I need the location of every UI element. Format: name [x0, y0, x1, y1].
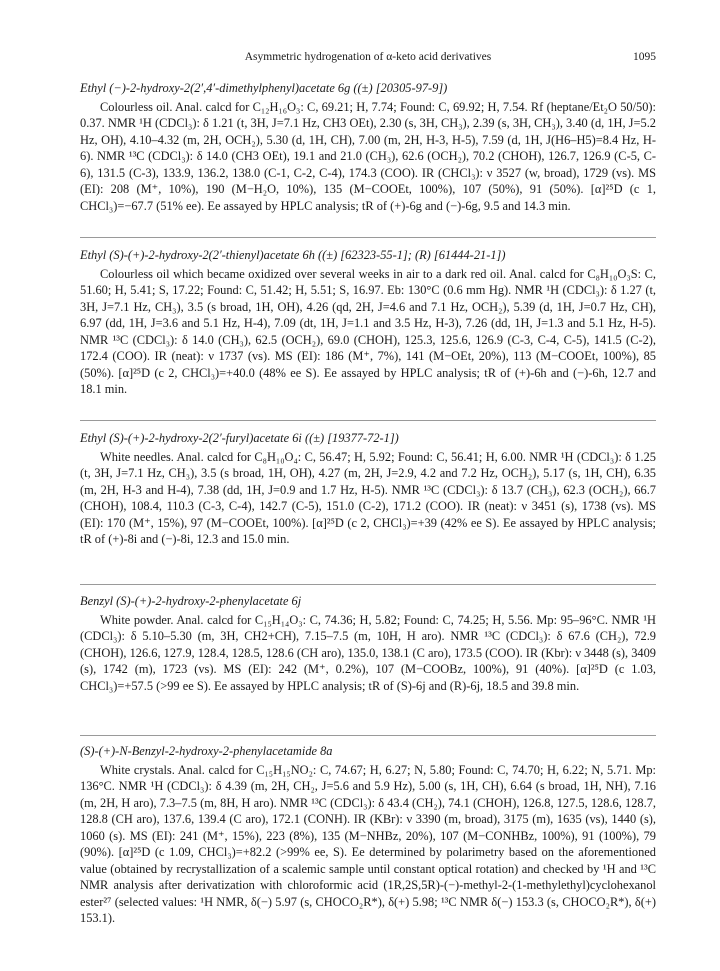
compound-entry-6h	[80, 247, 656, 398]
compound-heading: Ethyl (S)-(+)-2-hydroxy-2(2′-thienyl)acetate 6h ((±) [62323-55-1]; (R) [61444-21-1])	[80, 248, 506, 262]
page-number: 1095	[633, 51, 656, 63]
compound-heading: Ethyl (S)-(+)-2-hydroxy-2(2′-furyl)acetate 6i ((±) [19377-72-1])	[80, 431, 399, 445]
compound-heading: Benzyl (S)-(+)-2-hydroxy-2-phenylacetate 6j	[80, 594, 302, 608]
section-divider	[80, 735, 656, 736]
section-divider	[80, 584, 656, 585]
compound-description: Colourless oil which became oxidized over several weeks in air to a dark red oil. Anal. calcd for C₈H₁₀O₃S: C, 51.60; H, 5.41; S, 17.22; Found: C, 51.42; H, 5.51; S, 16.97. Eb: 130°C (0.6 mm Hg). NMR ¹H (CDCl₃): δ 1.27 (t, 3H, J=7.1 Hz, CH₃), 3.5 (s broad, 1H, OH), 4.26 (qd, 2H, J=4.6 and 7.1 Hz, OCH₂), 5.39 (d, 1H, J=0.7 Hz, CH), 6.97 (dd, 1H, J=3.6 and 5.1 Hz, H-4), 7.09 (dt, 1H, J=1.1 and 3.5 Hz, H-3), 7.26 (dd, 1H, J=1.3 and 5.1 Hz, H-5). NMR ¹³C (CDCl₃): δ 14.0 (CH₃), 62.5 (OCH₂), 69.0 (CHOH), 125.3, 125.6, 126.9 (C-3, C-4, C-5), 141.5 (C-2), 172.4 (COO). IR (neat): ν 1737 (vs). MS (EI): 186 (M⁺, 7%), 141 (M−OEt, 20%), 113 (M−COOEt, 100%), 85 (50%). [α]²⁵D (c 2, CHCl₃)=+40.0 (48% ee S). Ee assayed by HPLC analysis; tR of (+)-6h and (−)-6h, 12.7 and 18.1 min.	[80, 266, 656, 396]
compound-description: White crystals. Anal. calcd for C₁₅H₁₅NO₂: C, 74.67; H, 6.27; N, 5.80; Found: C, 74.70; H, 6.22; N, 5.71. Mp: 136°C. NMR ¹H (CDCl₃): δ 4.39 (m, 2H, CH₂, J=5.6 and 5.9 Hz), 5.00 (s, 1H, CH), 6.64 (s broad, 1H, NH), 7.16 (m, 2H, H aro), 7.3–7.5 (m, 8H, H aro). NMR ¹³C (CDCl₃): δ 43.4 (CH₂), 74.1 (CHOH), 126.8, 127.5, 128.6, 128.7, 128.8 (CH aro), 137.6, 139.4 (C aro), 172.1 (CONH). IR (KBr): ν 3390 (m, broad), 3175 (m), 1635 (vs), 1440 (s), 1060 (s). MS (EI): 241 (M⁺, 15%), 223 (8%), 135 (M−NHBz, 20%), 107 (M−CONHBz, 100%), 91 (100%), 79 (90%). [α]²⁵D (c 1.09, CHCl₃)=+82.2 (>99% ee, S). Ee determined by polarimetry based on the aforementioned value (obtained by recrystallization of a scalemic sample until constant optical rotation) and checked by ¹H and ¹³C NMR analysis after derivatization with chloroformic acid (1R,2S,5R)-(−)-methyl-2-(1-methylethyl)cyclohexanol ester²⁷ (selected values: ¹H NMR, δ(−) 5.97 (s, CHOCO₂R*), δ(+) 5.98; ¹³C NMR δ(−) 153.3 (s, CHOCO₂R*), δ(+) 153.1).	[80, 762, 656, 925]
running-title: Asymmetric hydrogenation of α-keto acid derivatives	[244, 51, 492, 63]
compound-description: White powder. Anal. calcd for C₁₅H₁₄O₃: C, 74.36; H, 5.82; Found: C, 74.25; H, 5.56. Mp: 95–96°C. NMR ¹H (CDCl₃): δ 5.10–5.30 (m, 3H, CH2+CH), 7.15–7.5 (m, 10H, H aro). NMR ¹³C (CDCl₃): δ 67.6 (CH₂), 72.9 (CHOH), 126.6, 127.9, 128.4, 128.5, 128.6 (CH aro), 135.0, 138.1 (C aro), 173.5 (COO). IR (Kbr): ν 3448 (s), 3409 (s), 1742 (m), 1723 (vs). MS (EI): 242 (M⁺, 0.2%), 107 (M−COOBz, 100%), 91 (40%). [α]²⁵D (c 1.03, CHCl₃)=+57.5 (>99 ee S). Ee assayed by HPLC analysis; tR of (S)-6j and (R)-6j, 18.5 and 39.8 min.	[80, 612, 656, 693]
compound-heading: (S)-(+)-N-Benzyl-2-hydroxy-2-phenylacetamide 8a	[80, 744, 333, 758]
section-divider	[80, 237, 656, 238]
compound-entry-8a	[80, 743, 656, 927]
compound-description: White needles. Anal. calcd for C₈H₁₀O₄: C, 56.47; H, 5.92; Found: C, 56.41; H, 6.00. NMR ¹H (CDCl₃): δ 1.25 (t, 3H, J=7.1 Hz, CH₃), 3.5 (s broad, 1H, OH), 4.27 (m, 2H, J=2.9, 4.2 and 7.2 Hz, OCH₂), 5.17 (s, 1H, CH), 6.35 (m, 2H, H-3 and H-4), 7.38 (dd, 1H, J=0.9 and 1.7 Hz, H-5). NMR ¹³C (CDCl₃): δ 13.7 (CH₃), 62.3 (OCH₂), 66.7 (CHOH), 108.4, 110.3 (C-3, C-4), 142.7 (C-5), 151.0 (C-2), 171.2 (COO). IR (neat): ν 3451 (s), 1738 (vs). MS (EI): 170 (M⁺, 15%), 97 (M−COOEt, 100%). [α]²⁵D (c 2, CHCl₃)=+39 (42% ee S). Ee assayed by HPLC analysis; tR of (+)-8i and (−)-8i, 12.3 and 15.0 min.	[80, 449, 656, 546]
compound-entry-6i	[80, 430, 656, 548]
section-divider	[80, 420, 656, 421]
running-head	[80, 51, 656, 69]
compound-description: Colourless oil. Anal. calcd for C₁₂H₁₆O₃: C, 69.21; H, 7.74; Found: C, 69.92; H, 7.54. Rf (heptane/Et₂O 50/50): 0.37. NMR ¹H (CDCl₃): δ 1.21 (t, 3H, J=7.1 Hz, CH3 OEt), 2.30 (s, 3H, CH₃), 2.39 (s, 3H, CH₃), 3.40 (d, 1H, J=5.2 Hz, OH), 4.10–4.32 (m, 2H, OCH₂), 5.30 (d, 1H, CH), 7.00 (m, 2H, H-3, H-5), 7.59 (d, 1H, J(H6–H5)=8.4 Hz, H-6). NMR ¹³C (CDCl₃): δ 14.0 (CH3 OEt), 19.1 and 21.0 (CH₃), 62.6 (OCH₂), 70.2 (CHOH), 126.7, 126.9 (C-5, C-6), 131.5 (C-3), 133.9, 136.2, 138.0 (C-1, C-2, C-4), 174.3 (COO). IR (CHCl₃): ν 3527 (w, broad), 1729 (vs). MS (EI): 208 (M⁺, 10%), 190 (M−H₂O, 10%), 135 (M−COOEt, 100%), 107 (50%), 91 (50%). [α]²⁵D (c 1, CHCl₃)=−67.7 (51% ee). Ee assayed by HPLC analysis; tR of (+)-6g and (−)-6g, 9.5 and 14.3 min.	[80, 99, 656, 213]
compound-heading: Ethyl (−)-2-hydroxy-2(2′,4′-dimethylphenyl)acetate 6g ((±) [20305-97-9])	[80, 81, 448, 95]
compound-entry-6j	[80, 593, 656, 694]
compound-entry-6g	[80, 80, 656, 214]
